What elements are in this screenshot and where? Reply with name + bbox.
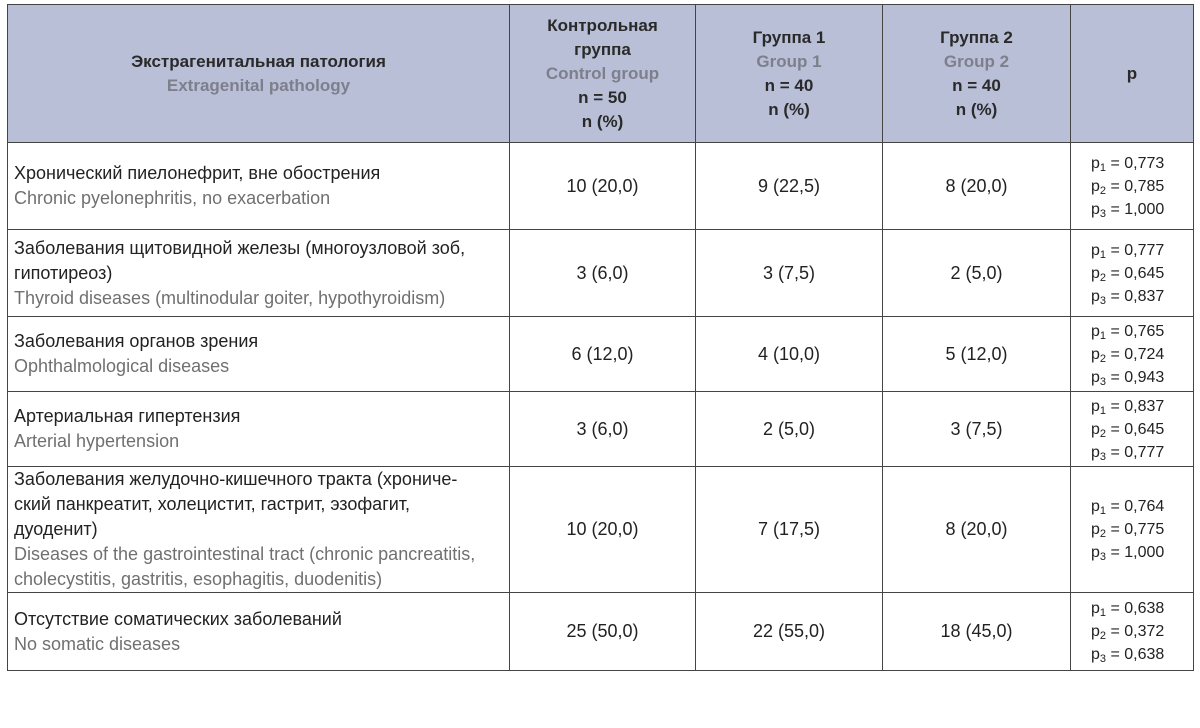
p-values-cell [1071, 317, 1194, 392]
pathology-name-ru: ский панкреатит, холецистит, гастрит, эзофагит, [14, 494, 411, 514]
p-value: = 0,943 [1110, 368, 1165, 386]
group-2-value: 8 (20,0) [883, 467, 1071, 593]
group-1-value: 7 (17,5) [696, 467, 883, 593]
control-group-value: 3 (6,0) [510, 230, 696, 317]
p-value-line: $p_2 = 0,785$ [1091, 177, 1165, 197]
control-group-value: 25 (50,0) [510, 593, 696, 671]
pathology-name-en: Diseases of the gastrointestinal tract (chronic pancreatitis, [14, 544, 476, 564]
control-group-value: 10 (20,0) [510, 467, 696, 593]
p-value-line: $p_2 = 0,724$ [1091, 345, 1165, 365]
pathology-name-en: Arterial hypertension [14, 431, 180, 451]
pathology-name-ru: Отсутствие соматических заболеваний [14, 608, 342, 629]
pathology-name-ru: Хронический пиелонефрит, вне обострения [14, 163, 381, 183]
pathology-name-cell [8, 230, 510, 317]
group-2-value: 2 (5,0) [883, 230, 1071, 317]
group-2-value: 3 (7,5) [883, 392, 1071, 467]
p-value-line: $p_2 = 0,372$ [1091, 623, 1165, 642]
pathology-name-cell [8, 593, 510, 671]
p-value: = 0,645 [1110, 264, 1165, 282]
group-1-value: 9 (22,5) [696, 143, 883, 230]
p-value: = 0,638 [1110, 600, 1165, 617]
header-p-value: p [1071, 5, 1194, 143]
pathology-name-ru: Заболевания желудочно-кишечного тракта (хрониче- [14, 469, 458, 489]
p-value: = 1,000 [1110, 544, 1165, 561]
pathology-name-en: Chronic pyelonephritis, no exacerbation [14, 188, 331, 208]
p-value-line: $p_3 = 1,000$ [1091, 544, 1165, 563]
table-body [8, 143, 1194, 671]
pathology-name-en: No somatic diseases [14, 633, 181, 654]
p-values-cell [1071, 467, 1194, 593]
control-group-value: 3 (6,0) [510, 392, 696, 467]
p-value: = 0,372 [1110, 623, 1165, 640]
p-value: = 0,775 [1110, 521, 1165, 538]
table-row [8, 392, 1194, 467]
pathology-name-ru: гипотиреоз) [14, 262, 113, 283]
p-value: = 0,724 [1110, 345, 1165, 363]
p-value-line: $p_1 = 0,764$ [1091, 498, 1165, 517]
header-group-2: Группа 2 Group 2 n = 40 n (%) [883, 5, 1071, 143]
p-value-line: $p_1 = 0,765$ [1091, 322, 1165, 342]
header-control-group: Контрольная группа Control group n = 50 n (%) [510, 5, 696, 143]
p-value: = 0,777 [1110, 241, 1165, 259]
p-value-line: $p_3 = 1,000$ [1091, 200, 1165, 220]
p-value-line: $p_2 = 0,775$ [1091, 521, 1165, 540]
p-values-cell [1071, 143, 1194, 230]
p-value: = 0,773 [1110, 154, 1165, 172]
pathology-name-cell [8, 143, 510, 230]
header-row [8, 5, 1194, 143]
group-1-value: 2 (5,0) [696, 392, 883, 467]
p-value-line: $p_3 = 0,638$ [1091, 646, 1165, 665]
table-row [8, 230, 1194, 317]
p-value-line: $p_3 = 0,837$ [1091, 287, 1165, 307]
p-value: = 0,765 [1110, 322, 1165, 340]
pathology-table [7, 4, 1194, 671]
p-value: = 0,837 [1110, 287, 1165, 305]
pathology-name-cell [8, 467, 510, 593]
p-value-line: $p_3 = 0,943$ [1091, 368, 1165, 388]
p-value: = 0,638 [1110, 646, 1165, 663]
group-1-value: 3 (7,5) [696, 230, 883, 317]
group-2-value: 18 (45,0) [883, 593, 1071, 671]
control-group-value: 10 (20,0) [510, 143, 696, 230]
p-values-cell [1071, 392, 1194, 467]
p-value: = 0,785 [1110, 177, 1165, 195]
p-value: = 1,000 [1110, 200, 1165, 218]
header-pathology: Экстрагенитальная патология Extragenital pathology [8, 5, 510, 143]
p-value-line: $p_2 = 0,645$ [1091, 420, 1165, 440]
group-2-value: 5 (12,0) [883, 317, 1071, 392]
pathology-name-cell [8, 392, 510, 467]
pathology-name-ru: Артериальная гипертензия [14, 406, 241, 426]
p-value-line: $p_1 = 0,638$ [1091, 600, 1165, 619]
pathology-name-ru: дуоденит) [14, 519, 98, 539]
p-value: = 0,777 [1110, 443, 1165, 461]
header-group-1: Группа 1 Group 1 n = 40 n (%) [696, 5, 883, 143]
p-value: = 0,645 [1110, 420, 1165, 438]
group-1-value: 4 (10,0) [696, 317, 883, 392]
table-row [8, 467, 1194, 593]
p-value: = 0,837 [1110, 397, 1165, 415]
group-1-value: 22 (55,0) [696, 593, 883, 671]
p-value-line: $p_1 = 0,773$ [1091, 154, 1165, 174]
table-row [8, 593, 1194, 671]
p-value-line: $p_2 = 0,645$ [1091, 264, 1165, 284]
p-value-line: $p_3 = 0,777$ [1091, 443, 1165, 463]
pathology-name-ru: Заболевания органов зрения [14, 331, 259, 351]
p-value-line: $p_1 = 0,837$ [1091, 397, 1165, 417]
p-values-cell [1071, 230, 1194, 317]
table-row [8, 143, 1194, 230]
pathology-name-en: cholecystitis, gastritis, esophagitis, duodenitis) [14, 569, 383, 589]
pathology-name-en: Ophthalmological diseases [14, 356, 230, 376]
control-group-value: 6 (12,0) [510, 317, 696, 392]
group-2-value: 8 (20,0) [883, 143, 1071, 230]
table-row [8, 317, 1194, 392]
p-values-cell [1071, 593, 1194, 671]
pathology-name-ru: Заболевания щитовидной железы (многоузловой зоб, [14, 237, 466, 258]
p-value-line: $p_1 = 0,777$ [1091, 241, 1165, 261]
pathology-name-cell [8, 317, 510, 392]
pathology-name-en: Thyroid diseases (multinodular goiter, hypothyroidism) [14, 287, 446, 308]
p-value: = 0,764 [1110, 498, 1165, 515]
